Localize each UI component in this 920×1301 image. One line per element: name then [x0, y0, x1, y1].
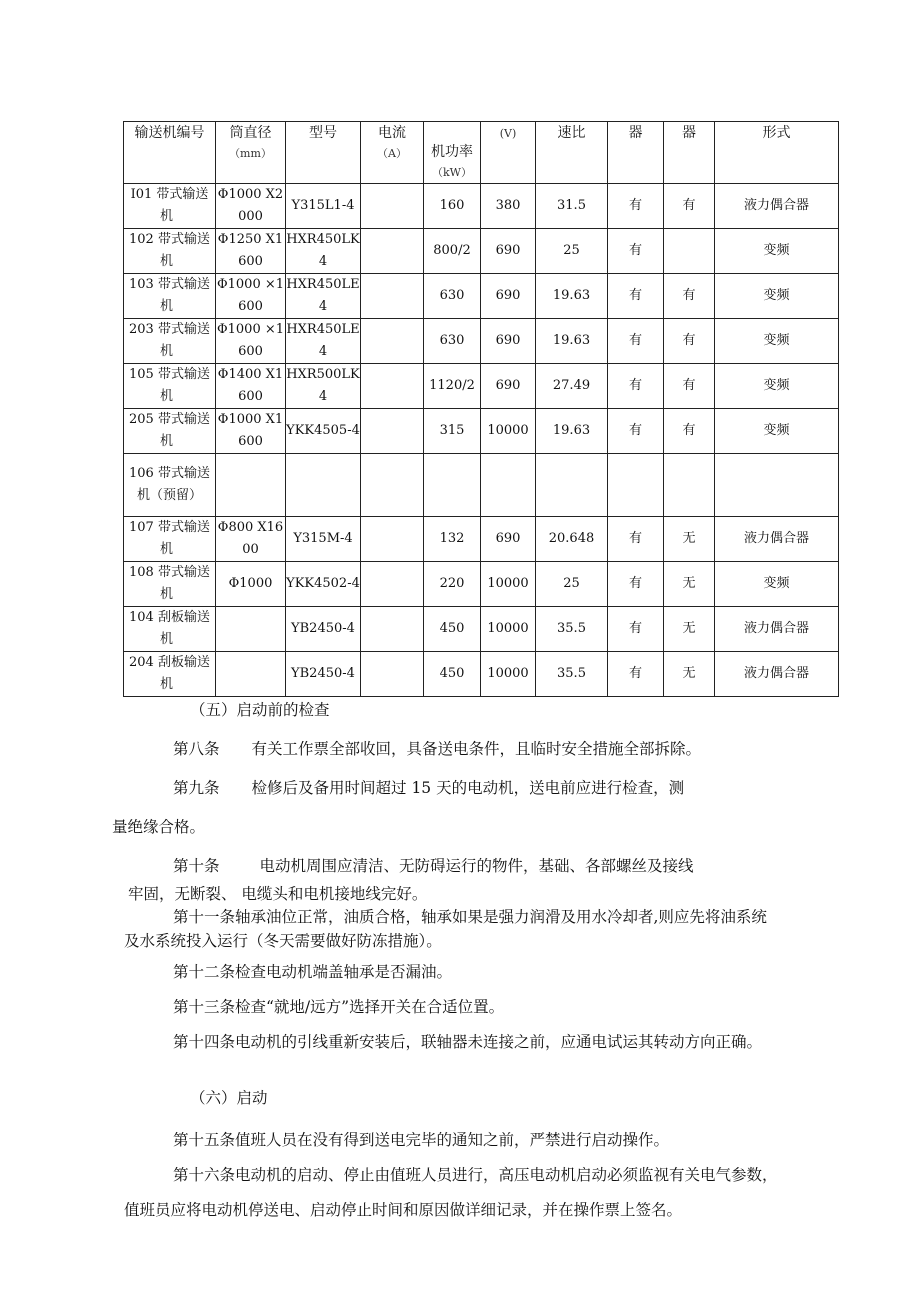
conveyor-name-cell: 203 带式输送 机	[124, 319, 216, 364]
power-cell: 450	[424, 652, 481, 697]
device-2-cell: 有	[664, 409, 715, 454]
device-2-cell: 无	[664, 607, 715, 652]
power-cell: 132	[424, 517, 481, 562]
form-cell: 变频	[715, 409, 839, 454]
article-9-label: 第九条	[173, 779, 220, 797]
header-device-1: 器	[608, 122, 664, 184]
table-row	[124, 229, 839, 274]
device-1-cell: 有	[608, 607, 664, 652]
device-2-cell	[664, 454, 715, 517]
current-cell	[361, 607, 424, 652]
table-row	[124, 517, 839, 562]
current-cell	[361, 184, 424, 229]
voltage-cell: 690	[481, 229, 536, 274]
article-10	[173, 855, 694, 877]
model-cell: HXR450LE4	[286, 319, 361, 364]
diameter-cell: Φ1000 X2000	[216, 184, 286, 229]
form-cell: 液力偶合器	[715, 652, 839, 697]
conveyor-name-cell: 204 刮板输送 机	[124, 652, 216, 697]
article-10-label: 第十条	[173, 857, 220, 875]
power-cell: 1120/2	[424, 364, 481, 409]
diameter-cell	[216, 652, 286, 697]
table-row	[124, 274, 839, 319]
form-cell: 液力偶合器	[715, 184, 839, 229]
voltage-cell: 10000	[481, 409, 536, 454]
model-cell: HXR500LK4	[286, 364, 361, 409]
diameter-cell: Φ800 X1600	[216, 517, 286, 562]
power-cell: 220	[424, 562, 481, 607]
voltage-cell: 10000	[481, 607, 536, 652]
article-8-label: 第八条	[173, 740, 220, 758]
form-cell: 变频	[715, 562, 839, 607]
table-row	[124, 562, 839, 607]
power-cell: 450	[424, 607, 481, 652]
table-row	[124, 607, 839, 652]
form-cell: 变频	[715, 229, 839, 274]
model-cell: HXR450LE4	[286, 274, 361, 319]
article-15: 第十五条值班人员在没有得到送电完毕的通知之前，严禁进行启动操作。	[173, 1131, 670, 1149]
section-5-heading: （五）启动前的检查	[190, 701, 330, 719]
section-6-heading: （六）启动	[190, 1089, 268, 1107]
voltage-cell: 10000	[481, 652, 536, 697]
current-cell	[361, 409, 424, 454]
conveyor-name-cell: 104 刮板输送 机	[124, 607, 216, 652]
diameter-cell: Φ1000 X1600	[216, 409, 286, 454]
model-cell: HXR450LK4	[286, 229, 361, 274]
article-8	[173, 738, 701, 760]
current-cell	[361, 274, 424, 319]
ratio-cell: 27.49	[536, 364, 608, 409]
article-12: 第十二条检查电动机端盖轴承是否漏油。	[173, 963, 453, 981]
conveyor-name-cell: I01 带式输送 机	[124, 184, 216, 229]
device-2-cell: 有	[664, 319, 715, 364]
form-cell: 液力偶合器	[715, 517, 839, 562]
form-cell: 液力偶合器	[715, 607, 839, 652]
ratio-cell: 35.5	[536, 607, 608, 652]
current-cell	[361, 562, 424, 607]
article-11-line-1: 第十一条轴承油位正常，油质合格，轴承如果是强力润滑及用水冷却者,则应先将油系统	[173, 908, 767, 926]
device-2-cell: 无	[664, 562, 715, 607]
header-speed-ratio: 速比	[536, 122, 608, 184]
device-1-cell: 有	[608, 319, 664, 364]
article-8-text: 有关工作票全部收回，具备送电条件，且临时安全措施全部拆除。	[251, 740, 702, 758]
article-9-continuation: 量绝缘合格。	[112, 818, 206, 836]
current-cell	[361, 454, 424, 517]
diameter-cell: Φ1000 ×1600	[216, 274, 286, 319]
header-voltage: (V)	[481, 122, 536, 184]
header-form: 形式	[715, 122, 839, 184]
device-1-cell: 有	[608, 184, 664, 229]
ratio-cell: 19.63	[536, 319, 608, 364]
current-cell	[361, 364, 424, 409]
ratio-cell: 25	[536, 229, 608, 274]
form-cell	[715, 454, 839, 517]
diameter-cell: Φ1250 X1600	[216, 229, 286, 274]
device-2-cell: 有	[664, 274, 715, 319]
diameter-cell: Φ1000 ×1600	[216, 319, 286, 364]
ratio-cell: 25	[536, 562, 608, 607]
form-cell: 变频	[715, 274, 839, 319]
diameter-cell: Φ1000	[216, 562, 286, 607]
ratio-cell: 31.5	[536, 184, 608, 229]
header-model: 型号	[286, 122, 361, 184]
conveyor-name-cell: 103 带式输送 机	[124, 274, 216, 319]
header-device-2: 器	[664, 122, 715, 184]
current-cell	[361, 229, 424, 274]
device-1-cell: 有	[608, 364, 664, 409]
header-current: 电流 （A）	[361, 122, 424, 184]
article-14: 第十四条电动机的引线重新安装后，联轴器未连接之前，应通电试运其转动方向正确。	[173, 1033, 763, 1051]
power-cell	[424, 454, 481, 517]
voltage-cell: 10000	[481, 562, 536, 607]
model-cell: YB2450-4	[286, 652, 361, 697]
diameter-cell	[216, 454, 286, 517]
article-9-text: 检修后及备用时间超过 15 天的电动机，送电前应进行检查，测	[251, 779, 685, 797]
model-cell: Y315M-4	[286, 517, 361, 562]
article-16-line-1: 第十六条电动机的启动、停止由值班人员进行，高压电动机启动必须监视有关电气参数，	[173, 1166, 778, 1184]
ratio-cell: 19.63	[536, 274, 608, 319]
article-13: 第十三条检查“就地/远方”选择开关在合适位置。	[173, 998, 505, 1016]
article-9	[173, 777, 684, 799]
current-cell	[361, 319, 424, 364]
power-cell: 315	[424, 409, 481, 454]
model-cell: YB2450-4	[286, 607, 361, 652]
article-11-line-2: 及水系统投入运行（冬天需要做好防冻措施）。	[124, 932, 442, 950]
table-row	[124, 454, 839, 517]
device-1-cell: 有	[608, 652, 664, 697]
ratio-cell	[536, 454, 608, 517]
voltage-cell	[481, 454, 536, 517]
power-cell: 800/2	[424, 229, 481, 274]
device-1-cell: 有	[608, 517, 664, 562]
device-1-cell	[608, 454, 664, 517]
header-conveyor-id: 输送机编号	[124, 122, 216, 184]
conveyor-name-cell: 106 带式输送 机（预留）	[124, 454, 216, 517]
ratio-cell: 20.648	[536, 517, 608, 562]
device-1-cell: 有	[608, 409, 664, 454]
power-cell: 160	[424, 184, 481, 229]
device-1-cell: 有	[608, 274, 664, 319]
power-cell: 630	[424, 319, 481, 364]
power-cell: 630	[424, 274, 481, 319]
voltage-cell: 690	[481, 319, 536, 364]
device-2-cell: 有	[664, 364, 715, 409]
table-row	[124, 652, 839, 697]
article-16-line-2: 值班员应将电动机停送电、启动停止时间和原因做详细记录，并在操作票上签名。	[124, 1201, 683, 1219]
device-1-cell: 有	[608, 229, 664, 274]
voltage-cell: 380	[481, 184, 536, 229]
diameter-cell: Φ1400 X1600	[216, 364, 286, 409]
model-cell	[286, 454, 361, 517]
conveyor-name-cell: 205 带式输送 机	[124, 409, 216, 454]
table-row	[124, 364, 839, 409]
form-cell: 变频	[715, 364, 839, 409]
device-1-cell: 有	[608, 562, 664, 607]
form-cell: 变频	[715, 319, 839, 364]
article-10-continuation: 牢固，无断裂、 电缆头和电机接地线完好。	[128, 885, 428, 903]
header-drum-diameter: 筒直径 （mm）	[216, 122, 286, 184]
device-2-cell: 无	[664, 517, 715, 562]
diameter-cell	[216, 607, 286, 652]
device-2-cell	[664, 229, 715, 274]
table-row	[124, 319, 839, 364]
conveyor-name-cell: 102 带式输送 机	[124, 229, 216, 274]
current-cell	[361, 517, 424, 562]
table-row	[124, 184, 839, 229]
conveyor-motor-table	[123, 121, 839, 697]
voltage-cell: 690	[481, 517, 536, 562]
table-header-row	[124, 122, 839, 184]
conveyor-name-cell: 107 带式输送 机	[124, 517, 216, 562]
ratio-cell: 35.5	[536, 652, 608, 697]
conveyor-name-cell: 105 带式输送 机	[124, 364, 216, 409]
ratio-cell: 19.63	[536, 409, 608, 454]
device-2-cell: 有	[664, 184, 715, 229]
model-cell: YKK4505-4	[286, 409, 361, 454]
model-cell: Y315L1-4	[286, 184, 361, 229]
header-motor-power: 机功率 （kW）	[424, 122, 481, 184]
table-row	[124, 409, 839, 454]
article-10-text: 电动机周围应清洁、无防碍运行的物件，基础、各部螺丝及接线	[259, 857, 694, 875]
current-cell	[361, 652, 424, 697]
model-cell: YKK4502-4	[286, 562, 361, 607]
voltage-cell: 690	[481, 274, 536, 319]
conveyor-name-cell: 108 带式输送 机	[124, 562, 216, 607]
device-2-cell: 无	[664, 652, 715, 697]
voltage-cell: 690	[481, 364, 536, 409]
